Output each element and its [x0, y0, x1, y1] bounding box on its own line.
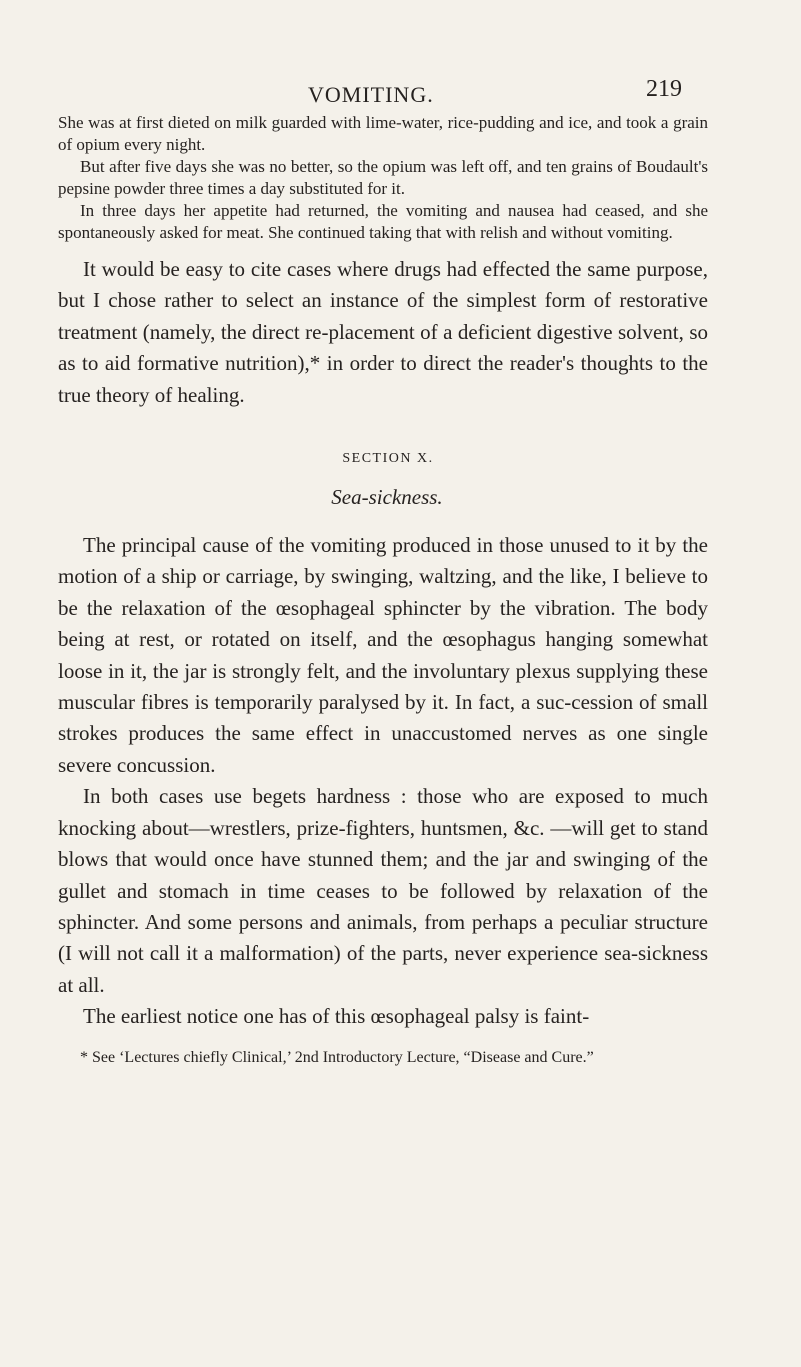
case-paragraph-1: She was at first dieted on milk guarded with lime-water, rice-pudding and ice, and took a grain of opium every night.	[58, 113, 708, 154]
footnote-spacer	[58, 1033, 708, 1047]
case-paragraph-2: But after five days she was no better, so the opium was left off, and ten grains of Boudault's pepsine powder three times a day substituted for it.	[58, 157, 708, 198]
section-paragraph-3: The earliest notice one has of this œsophageal palsy is faint-	[83, 1004, 590, 1029]
section-paragraph-2: In both cases use begets hardness : those who are exposed to much knocking about—wrestlers, prize-fighters, huntsmen, &c. —will get to stand blows that would once have stunned them; and the jar and swinging of the gullet and stomach in time ceases to be followed by relaxation of the sphincter. And some persons and animals, from perhaps a peculiar structure (I will not call it a malformation) of the parts, never experience sea-sickness at all.	[58, 784, 708, 997]
page-body	[58, 112, 708, 1068]
case-paragraph-3: In three days her appetite had returned, the vomiting and nausea had ceased, and she spontaneously asked for meat. She continued taking that with relish and without vomiting.	[58, 201, 708, 242]
section-title: Sea-sickness.	[331, 485, 443, 510]
page-header	[0, 74, 801, 108]
page-number: 219	[646, 76, 682, 102]
section-paragraph-1: The principal cause of the vomiting produced in those unused to it by the motion of a ship or carriage, by swinging, waltzing, and the like, I believe to be the relaxation of the œsophageal sphincter by the vibration. The body being at rest, or rotated on itself, and the œsophagus hanging somewhat loose in it, the jar is strongly felt, and the involuntary plexus supplying these muscular fibres is temporarily paralysed by it. In fact, a suc-cession of small strokes produces the same effect in unaccustomed nerves as one single severe concussion.	[58, 533, 708, 777]
footnote: * See ‘Lectures chiefly Clinical,’ 2nd Introductory Lecture, “Disease and Cure.”	[80, 1048, 594, 1066]
running-head: VOMITING.	[308, 82, 434, 107]
body-paragraph: It would be easy to cite cases where drugs had effected the same purpose, but I chose rather to select an instance of the simplest form of restorative treatment (namely, the direct re-placement of a deficient digestive solvent, so as to aid formative nutrition),* in order to direct the reader's thoughts to the true theory of healing.	[58, 257, 708, 407]
section-number: SECTION X.	[342, 451, 434, 467]
